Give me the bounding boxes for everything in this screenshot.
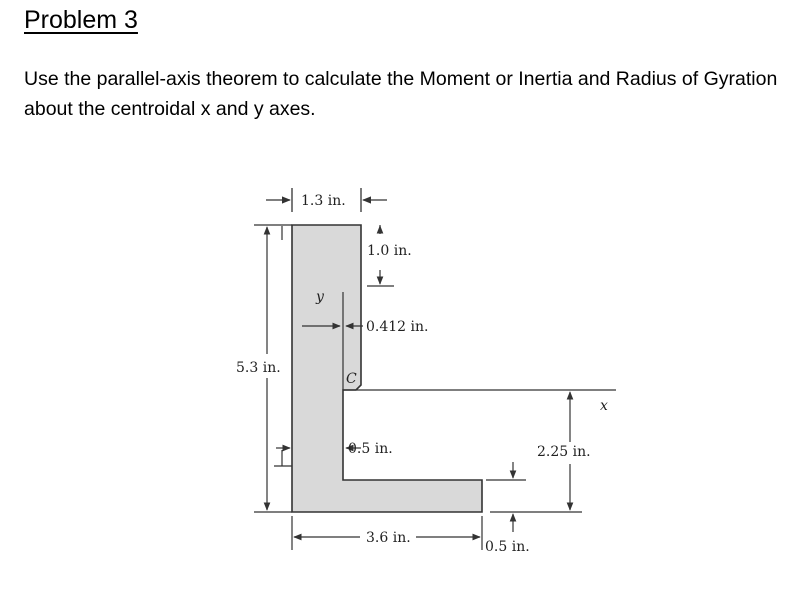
dim-centroid-offset-x-label: 0.412 in.: [366, 319, 429, 335]
height-dimension: [236, 225, 292, 512]
bottom-length-dimension: [292, 516, 482, 550]
problem-description: Use the parallel-axis theorem to calculate the Moment or Inertia and Radius of Gyration about the centroidal x and y axes.: [24, 68, 778, 120]
dim-bottom-length-label: 3.6 in.: [366, 530, 411, 546]
problem-title: Problem 3: [24, 6, 138, 34]
dim-centroid-offset-y-label: 2.25 in.: [537, 444, 591, 460]
dim-height-label: 5.3 in.: [236, 360, 281, 376]
top-thickness-dimension: [367, 225, 412, 286]
dim-top-width-label: 1.3 in.: [301, 193, 346, 209]
y-axis-label: y: [316, 289, 324, 305]
web-thickness-reference-arrows: [274, 226, 292, 466]
dim-flange-thickness-label: 0.5 in.: [485, 539, 530, 555]
dim-top-thickness-label: 1.0 in.: [367, 243, 412, 259]
centroid-label: C: [346, 371, 357, 387]
dim-web-thickness-label: 0.5 in.: [348, 441, 393, 457]
centroid-offset-y-dimension: [490, 392, 591, 512]
top-width-dimension: [266, 188, 387, 212]
flange-thickness-dimension: [485, 462, 530, 555]
x-axis-label: x: [600, 398, 608, 414]
l-section-shape: [292, 225, 482, 512]
